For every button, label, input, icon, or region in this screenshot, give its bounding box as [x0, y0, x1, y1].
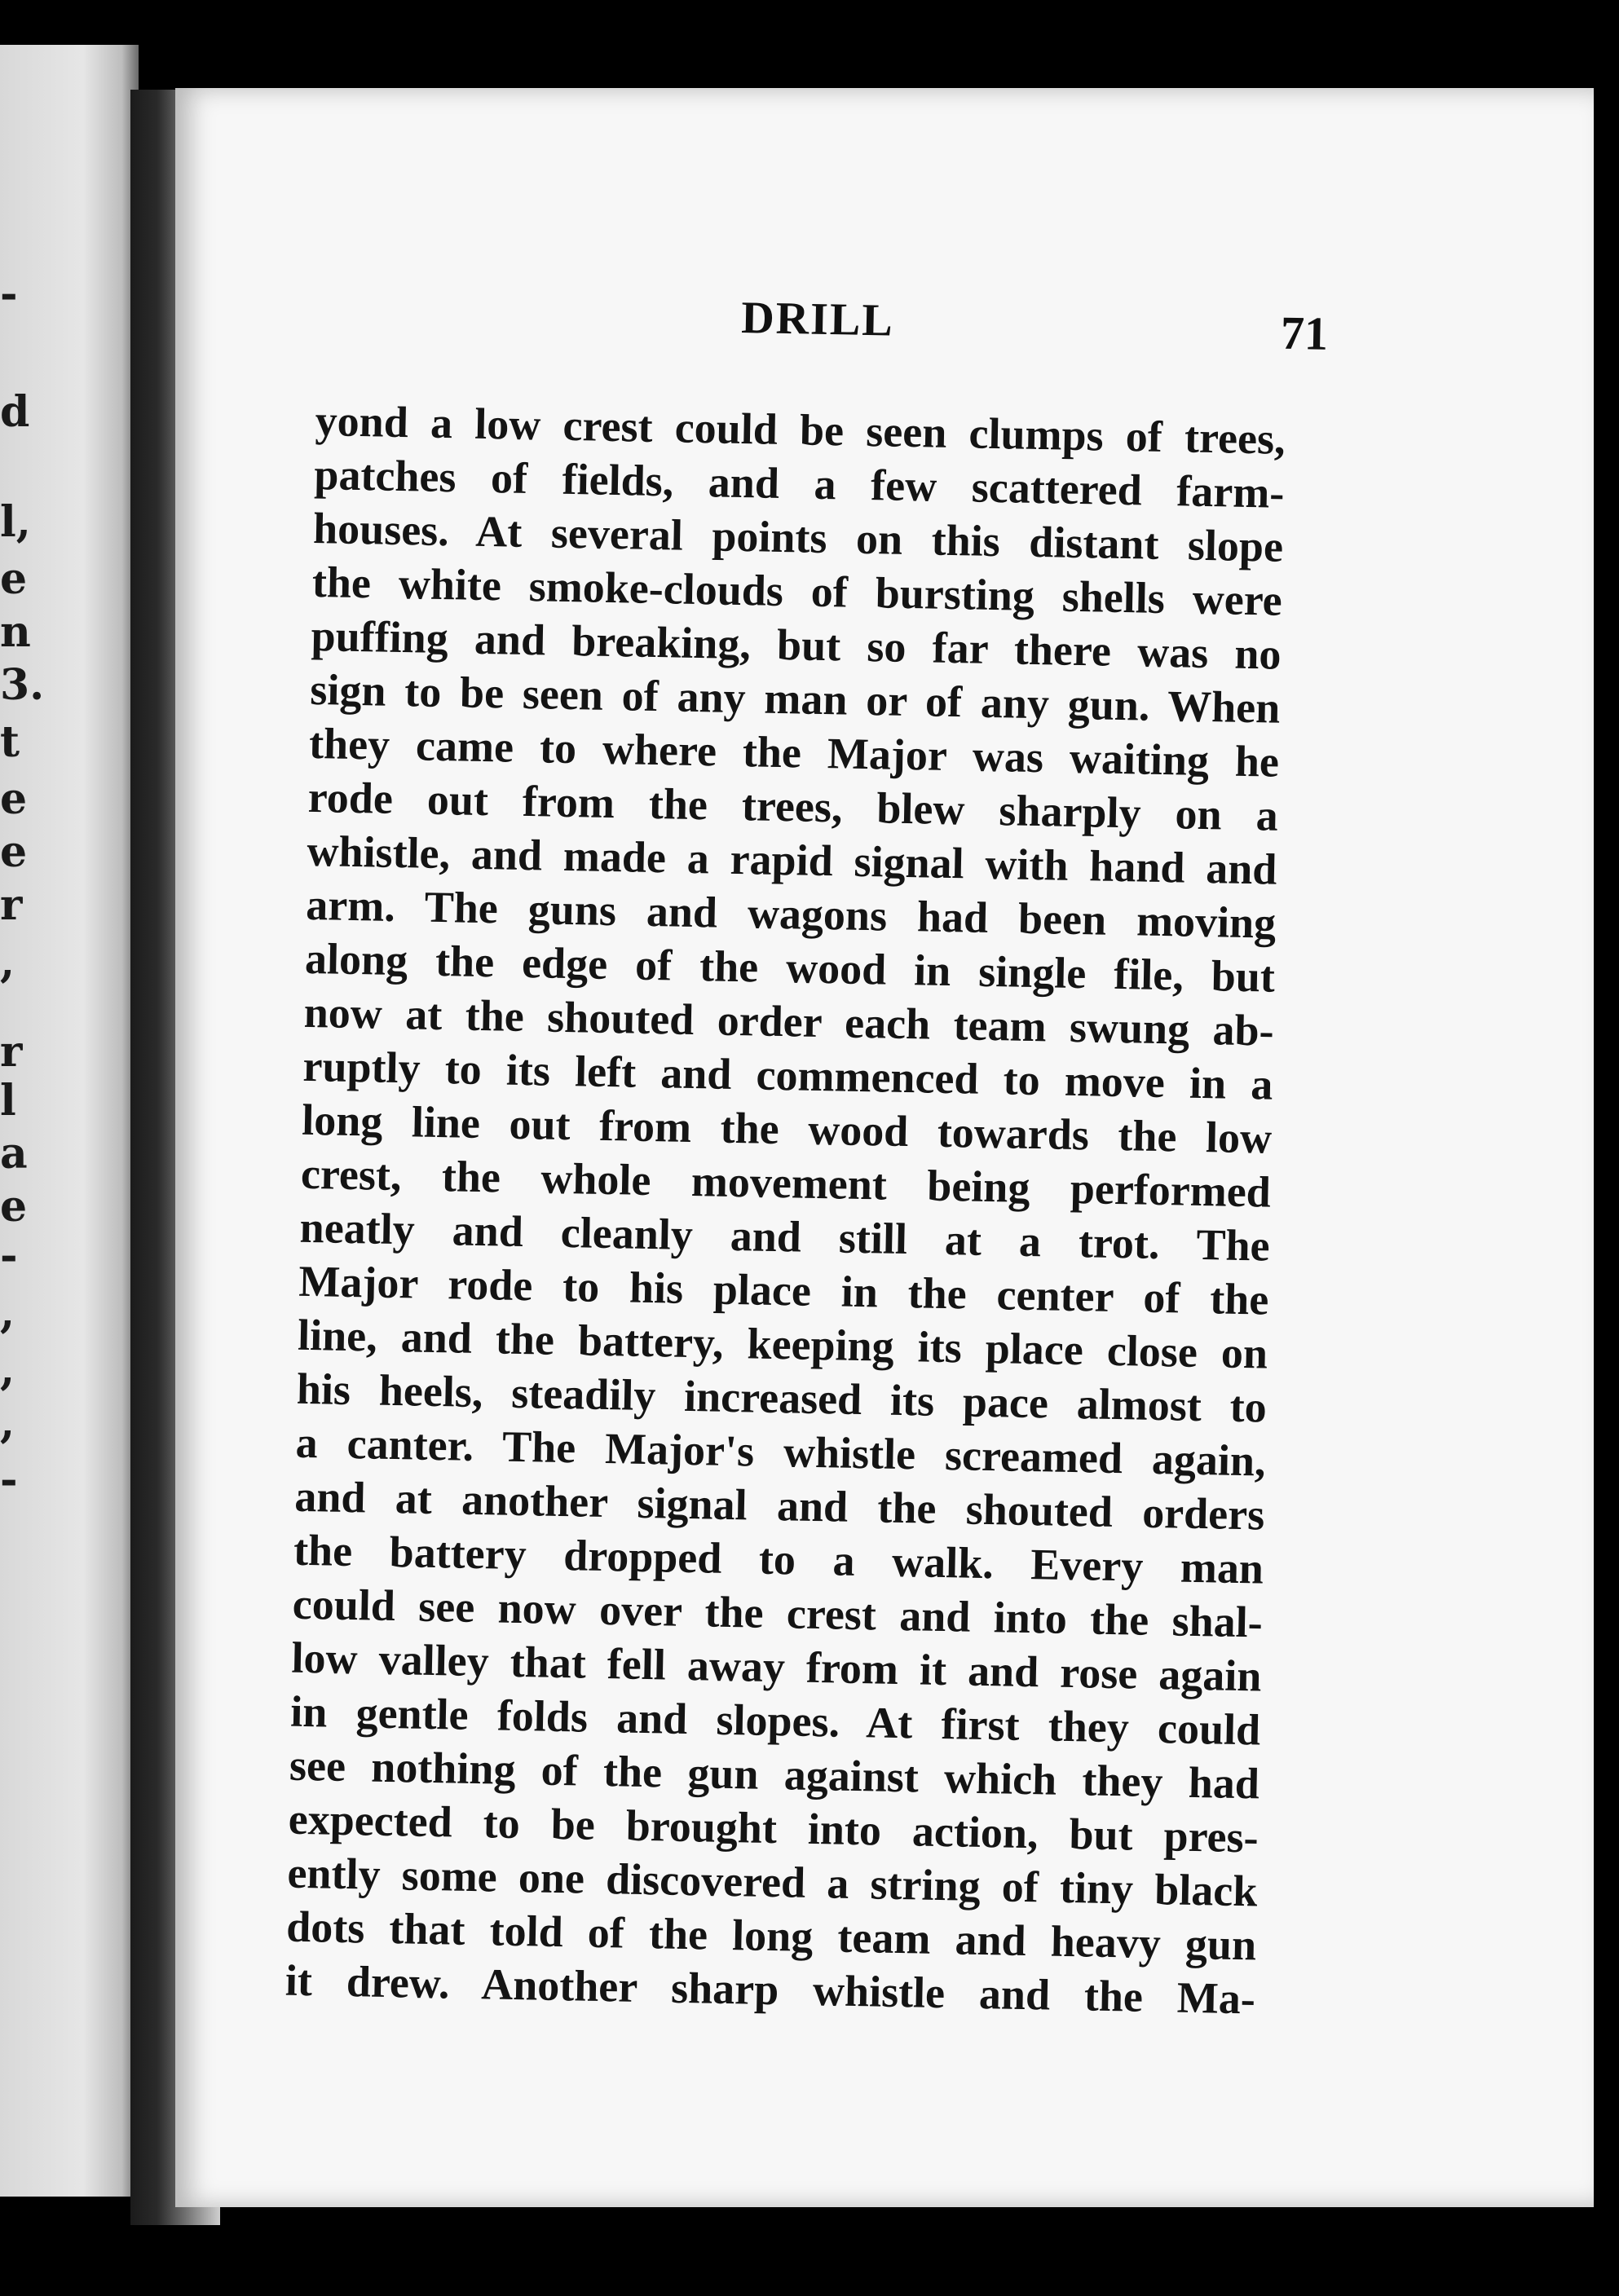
prev-page-fragment: ,	[0, 1345, 15, 1395]
text-line: rode out from the trees, blew sharply on a	[307, 772, 1279, 840]
text-line: ently some one discovered a string of tiny black	[286, 1848, 1258, 1916]
page-number: 71	[1280, 306, 1329, 360]
text-line: patches of fields, and a few scattered farm-	[313, 449, 1285, 518]
prev-page-fragment: -	[0, 1231, 18, 1280]
prev-page-fragment: r	[0, 1027, 23, 1077]
text-line: now at the shouted order each team swung ab-	[303, 987, 1275, 1055]
text-line: expected to be brought into action, but pres-	[288, 1794, 1259, 1862]
text-line: the white smoke-clouds of bursting shells were	[311, 557, 1283, 625]
prev-page-fragment: -	[0, 1455, 18, 1505]
text-line: Major rode to his place in the center of the	[298, 1256, 1269, 1324]
prev-page-fragment: e	[0, 774, 28, 824]
text-line: in gentle folds and slopes. At first they could	[289, 1686, 1261, 1755]
text-line: whistle, and made a rapid signal with hand and	[307, 826, 1277, 894]
book-page	[175, 88, 1594, 2207]
prev-page-fragment: ,	[0, 1398, 15, 1448]
text-line: long line out from the wood towards the low	[301, 1095, 1273, 1163]
prev-page-fragment: e	[0, 1182, 28, 1232]
prev-page-fragment: d	[0, 387, 30, 437]
text-line: ruptly to its left and commenced to move in a	[302, 1041, 1273, 1109]
text-line: the battery dropped to a walk. Every man	[293, 1525, 1264, 1593]
page-content	[285, 284, 1328, 2026]
text-line: a canter. The Major's whistle screamed again,	[295, 1417, 1267, 1486]
text-line: neatly and cleanly and still at a trot. The	[299, 1202, 1271, 1271]
text-line: dots that told of the long team and heavy gun	[285, 1902, 1257, 1970]
text-line: sign to be seen of any man or of any gun. When	[309, 664, 1281, 733]
running-title: DRILL	[740, 292, 895, 346]
prev-page-fragment: r	[0, 880, 23, 930]
running-head	[316, 284, 1328, 377]
prev-page-fragment: t	[0, 717, 20, 767]
prev-page-fragment: ,	[0, 1288, 15, 1337]
text-line: puffing and breaking, but so far there was no	[311, 610, 1282, 679]
text-line: they came to where the Major was waiting he	[308, 718, 1280, 787]
prev-page-fragment: l,	[0, 497, 31, 547]
text-line: and at another signal and the shouted orders	[293, 1471, 1265, 1540]
text-line: see nothing of the gun against which they had	[289, 1740, 1260, 1809]
text-line: his heels, steadily increased its pace almost to	[296, 1364, 1268, 1432]
previous-page-edge	[0, 45, 139, 2197]
prev-page-fragment: -	[0, 269, 18, 319]
text-line: crest, the whole movement being performed	[300, 1148, 1272, 1217]
text-line: houses. At several points on this distant slope	[312, 503, 1284, 571]
text-line: arm. The guns and wagons had been moving	[305, 879, 1277, 948]
prev-page-fragment: n	[0, 607, 31, 657]
body-text	[285, 394, 1326, 2026]
text-line: yond a low crest could be seen clumps of trees,	[315, 395, 1286, 464]
prev-page-fragment: a	[0, 1129, 28, 1179]
text-line: line, and the battery, keeping its place close on	[297, 1310, 1268, 1378]
text-line: low valley that fell away from it and rose again	[291, 1633, 1262, 1701]
text-line: it drew. Another sharp whistle and the Ma-	[285, 1955, 1256, 2024]
prev-page-fragment: ,	[0, 937, 15, 987]
prev-page-fragment: l	[0, 1076, 16, 1126]
text-line: along the edge of the wood in single file, but	[304, 933, 1276, 1002]
prev-page-fragment: e	[0, 554, 28, 604]
prev-page-fragment: 3.	[0, 660, 45, 710]
text-line: could see now over the crest and into the shal-	[292, 1579, 1264, 1647]
prev-page-fragment: e	[0, 827, 28, 877]
